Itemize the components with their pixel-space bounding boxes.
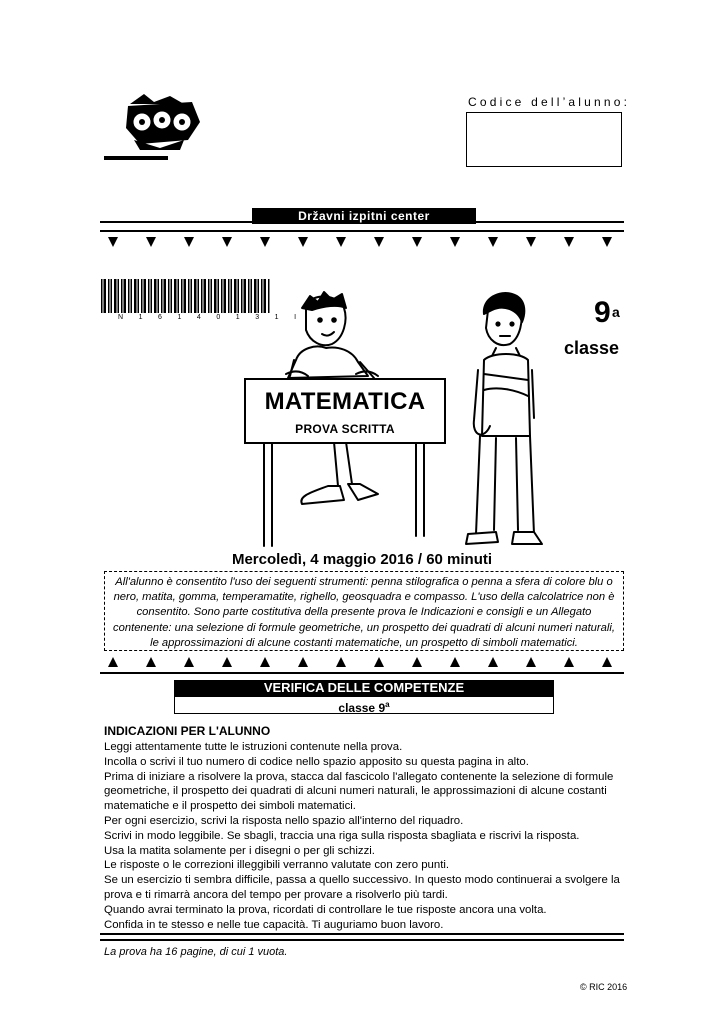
barcode-bar bbox=[201, 279, 203, 313]
subject-title: MATEMATICA bbox=[264, 388, 426, 415]
triangle-mark bbox=[336, 237, 346, 247]
triangle-mark bbox=[488, 237, 498, 247]
barcode-bar bbox=[128, 279, 130, 313]
triangle-mark bbox=[526, 657, 536, 667]
barcode-bar bbox=[181, 279, 183, 313]
barcode-bar bbox=[118, 279, 120, 313]
instructions-heading: INDICAZIONI PER L'ALUNNO bbox=[104, 724, 271, 738]
instruction-line: Usa la matita solamente per i disegni o per gli schizzi. bbox=[104, 844, 375, 857]
instruction-line: Per ogni esercizio, scrivi la risposta nello spazio all'interno del riquadro. bbox=[104, 814, 464, 827]
barcode-bar bbox=[101, 279, 103, 313]
barcode-bar bbox=[131, 279, 133, 313]
barcode-bar bbox=[124, 279, 127, 313]
triangle-mark bbox=[450, 237, 460, 247]
footer-rule-2 bbox=[100, 939, 624, 941]
barcode-bar bbox=[138, 279, 140, 313]
triangle-mark bbox=[298, 657, 308, 667]
barcode-bar bbox=[161, 279, 163, 313]
barcode-bar bbox=[148, 279, 150, 313]
triangle-mark bbox=[184, 657, 194, 667]
barcode-bar bbox=[218, 279, 220, 313]
barcode-bar bbox=[171, 279, 173, 313]
barcode-bar bbox=[108, 279, 110, 313]
grade-superscript: a bbox=[612, 304, 620, 320]
barcode-bar bbox=[151, 279, 153, 313]
triangle-row-top bbox=[104, 236, 624, 248]
grade-number: 9 bbox=[594, 296, 611, 329]
instruction-line: Incolla o scrivi il tuo numero di codice nello spazio apposito su questa pagina in alto. bbox=[104, 755, 529, 768]
exam-date: Mercoledì, 4 maggio 2016 / 60 minuti bbox=[231, 551, 493, 568]
triangle-row-bottom bbox=[104, 656, 624, 668]
student-code-label: Codice dell’alunno: bbox=[468, 95, 631, 109]
triangle-mark bbox=[412, 657, 422, 667]
grade-label: classe bbox=[564, 338, 620, 358]
instruction-line: Scrivi in modo leggibile. Se sbagli, traccia una riga sulla risposta sbagliata e riscrivi la risposta. bbox=[104, 829, 580, 842]
header-rule-2 bbox=[100, 230, 624, 232]
barcode-bar bbox=[184, 279, 187, 313]
instruction-line: Confida in te stesso e nelle tue capacità. Ti auguriamo buon lavoro. bbox=[104, 918, 444, 931]
triangle-mark bbox=[526, 237, 536, 247]
barcode-bar bbox=[164, 279, 167, 313]
barcode-bar bbox=[188, 279, 190, 313]
barcode-bar bbox=[221, 279, 223, 313]
barcode-bar bbox=[224, 279, 227, 313]
triangle-mark bbox=[488, 657, 498, 667]
barcode-bar bbox=[191, 279, 193, 313]
barcode-bar bbox=[194, 279, 197, 313]
instruction-line: Le risposte o le correzioni illeggibili verranno valutate con zero punti. bbox=[104, 859, 450, 872]
barcode-bar bbox=[104, 279, 107, 313]
triangle-mark bbox=[222, 237, 232, 247]
barcode-bar bbox=[214, 279, 217, 313]
barcode-bar bbox=[204, 279, 207, 313]
instructions-list bbox=[104, 740, 626, 932]
triangle-mark bbox=[222, 657, 232, 667]
instruction-line: Se un esercizio ti sembra difficile, passa a quello successivo. In questo modo continuerai a svolgere la prova e ti rimarrà ancora del tempo per provare a risolverlo più tardi. bbox=[104, 874, 620, 901]
triangle-mark bbox=[412, 237, 422, 247]
barcode-bar bbox=[114, 279, 117, 313]
footer-rule bbox=[100, 933, 624, 935]
instruction-line: Leggi attentamente tutte le istruzioni contenute nella prova. bbox=[104, 741, 403, 753]
barcode-number: N 1 6 1 4 0 1 3 1 I bbox=[118, 314, 303, 321]
student-code-box[interactable] bbox=[466, 112, 622, 167]
tools-notice-text: All'alunno è consentito l'uso dei seguenti strumenti: penna stilografica o penna a sfera di colore blu o nero, matita, gomma, temperamatite, righello, geosquadra e compasso. L'uso della calcolatrice non è consentito. Sono parte costitutiva della presente prova le Indicazioni e consigli e un Allegato contenente: una selezione di formule geometriche, un prospetto dei quadrati di alcuni numeri naturali, le approssimazioni di alcune costanti matematiche, un prospetto di simboli matematici. bbox=[113, 576, 615, 649]
verification-class-label: classe 9 bbox=[338, 701, 386, 715]
instruction-line: Quando avrai terminato la prova, ricordati di controllare le tue risposte ancora una volta. bbox=[104, 903, 547, 916]
triangle-mark bbox=[564, 237, 574, 247]
triangle-mark bbox=[602, 657, 612, 667]
section-rule bbox=[100, 672, 624, 674]
triangle-mark bbox=[146, 657, 156, 667]
barcode-bar bbox=[211, 279, 213, 313]
triangle-mark bbox=[108, 657, 118, 667]
pages-note: La prova ha 16 pagine, di cui 1 vuota. bbox=[104, 946, 288, 958]
triangle-mark bbox=[108, 237, 118, 247]
barcode-bar bbox=[111, 279, 113, 313]
verification-class bbox=[174, 697, 554, 716]
barcode-bar bbox=[158, 279, 160, 313]
triangle-mark bbox=[450, 657, 460, 667]
triangle-mark bbox=[374, 237, 384, 247]
triangle-mark bbox=[146, 237, 156, 247]
copyright: © RIC 2016 bbox=[580, 982, 628, 992]
triangle-mark bbox=[260, 237, 270, 247]
triangle-mark bbox=[564, 657, 574, 667]
barcode-bar bbox=[134, 279, 137, 313]
triangle-mark bbox=[184, 237, 194, 247]
triangle-mark bbox=[602, 237, 612, 247]
barcode-bar bbox=[198, 279, 200, 313]
barcode-bar bbox=[168, 279, 170, 313]
triangle-mark bbox=[260, 657, 270, 667]
barcode-bar bbox=[154, 279, 157, 313]
barcode-bar bbox=[121, 279, 123, 313]
verification-class-superscript: a bbox=[385, 700, 390, 709]
triangle-mark bbox=[336, 657, 346, 667]
triangle-mark bbox=[298, 237, 308, 247]
verification-title: VERIFICA DELLE COMPETENZE bbox=[174, 680, 554, 696]
owl-logo-icon bbox=[100, 92, 220, 164]
barcode-bar bbox=[178, 279, 180, 313]
barcode-bar bbox=[141, 279, 143, 313]
test-type: PROVA SCRITTA bbox=[295, 422, 395, 436]
barcode-bar bbox=[208, 279, 210, 313]
barcode-bar bbox=[144, 279, 147, 313]
triangle-mark bbox=[374, 657, 384, 667]
barcode-bar bbox=[174, 279, 177, 313]
institution-label: Državni izpitni center bbox=[252, 208, 476, 224]
instruction-line: Prima di iniziare a risolvere la prova, stacca dal fascicolo l'allegato contenente la selezione di formule geometriche, il prospetto dei quadrati di alcuni numeri naturali, le approssimazioni di alcune costanti matematiche e il prospetto dei simboli matematici. bbox=[104, 770, 614, 813]
